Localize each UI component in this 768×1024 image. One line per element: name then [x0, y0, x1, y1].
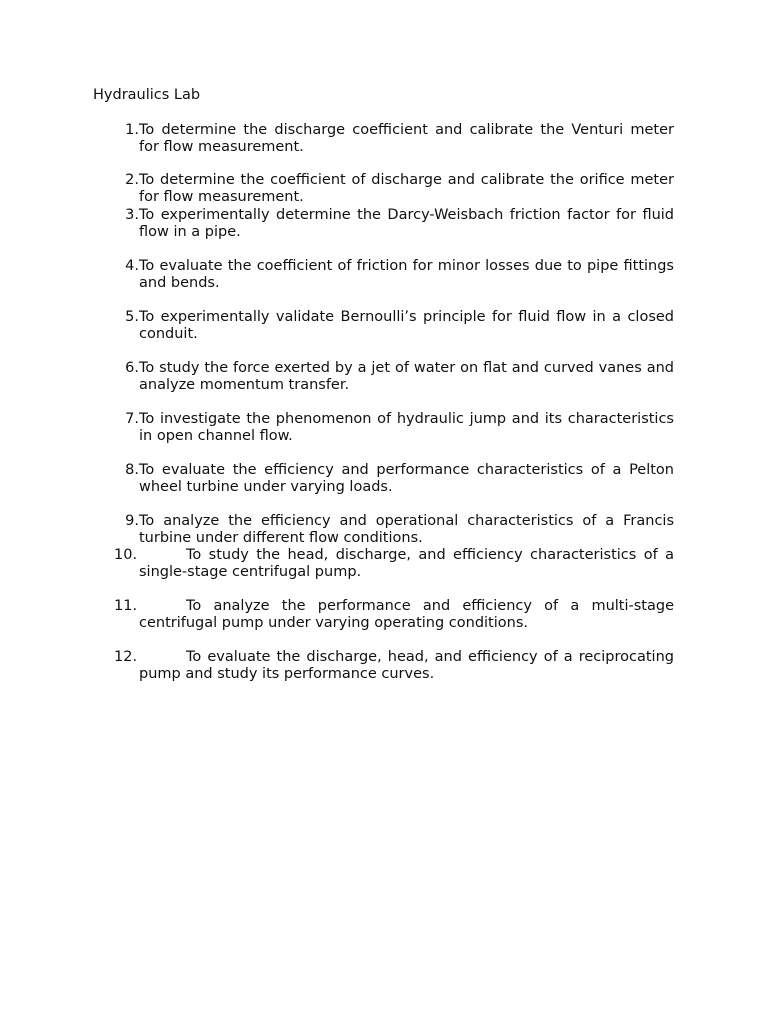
list-item-text: To evaluate the discharge, head, and efficiency of a reciprocating pump and study its performance curves.: [139, 649, 674, 682]
list-item-text: To study the force exerted by a jet of water on flat and curved vanes and analyze momentum transfer.: [139, 360, 674, 393]
list-item-3: [114, 207, 674, 241]
list-item-number: 9.: [125, 513, 139, 529]
list-item-11: [114, 598, 674, 632]
list-item-text: To determine the discharge coefficient and calibrate the Venturi meter for flow measurement.: [139, 122, 674, 155]
list-item-text: To analyze the performance and efficiency of a multi-stage centrifugal pump under varying operating conditions.: [139, 598, 674, 631]
list-item-number: 6.: [125, 360, 139, 376]
list-item-12: [114, 649, 674, 683]
list-item-number: 11.: [114, 598, 138, 614]
list-item-number: 3.: [125, 207, 139, 223]
list-item-number: 4.: [125, 258, 139, 274]
list-item-text: To experimentally validate Bernoulli’s principle for fluid flow in a closed conduit.: [139, 309, 674, 342]
document-title: Hydraulics Lab: [93, 87, 201, 103]
list-item-number: 1.: [125, 122, 139, 138]
list-item-7: [114, 411, 674, 445]
list-item-5: [114, 309, 674, 343]
list-item-number: 8.: [125, 462, 139, 478]
list-item-9: [114, 513, 674, 547]
list-item-number: 7.: [125, 411, 139, 427]
list-item-2: [114, 172, 674, 206]
list-item-text: To analyze the efficiency and operational characteristics of a Francis turbine under different flow conditions.: [139, 513, 674, 546]
list-item-4: [114, 258, 674, 292]
list-item-text: To investigate the phenomenon of hydraulic jump and its characteristics in open channel flow.: [139, 411, 674, 444]
list-item-text: To determine the coefficient of discharge and calibrate the orifice meter for flow measurement.: [139, 172, 674, 205]
list-item-text: To study the head, discharge, and efficiency characteristics of a single-stage centrifugal pump.: [139, 547, 674, 580]
list-item-number: 12.: [114, 649, 138, 665]
list-item-1: [114, 122, 674, 156]
list-item-text: To evaluate the efficiency and performance characteristics of a Pelton wheel turbine under varying loads.: [139, 462, 674, 495]
list-item-10: [114, 547, 674, 581]
list-item-6: [114, 360, 674, 394]
list-item-number: 5.: [125, 309, 139, 325]
list-item-number: 2.: [125, 172, 139, 188]
list-item-text: To experimentally determine the Darcy-Weisbach friction factor for fluid flow in a pipe.: [139, 207, 674, 240]
list-item-8: [114, 462, 674, 496]
list-item-text: To evaluate the coefficient of friction for minor losses due to pipe fittings and bends.: [139, 258, 674, 291]
list-item-number: 10.: [114, 547, 138, 563]
